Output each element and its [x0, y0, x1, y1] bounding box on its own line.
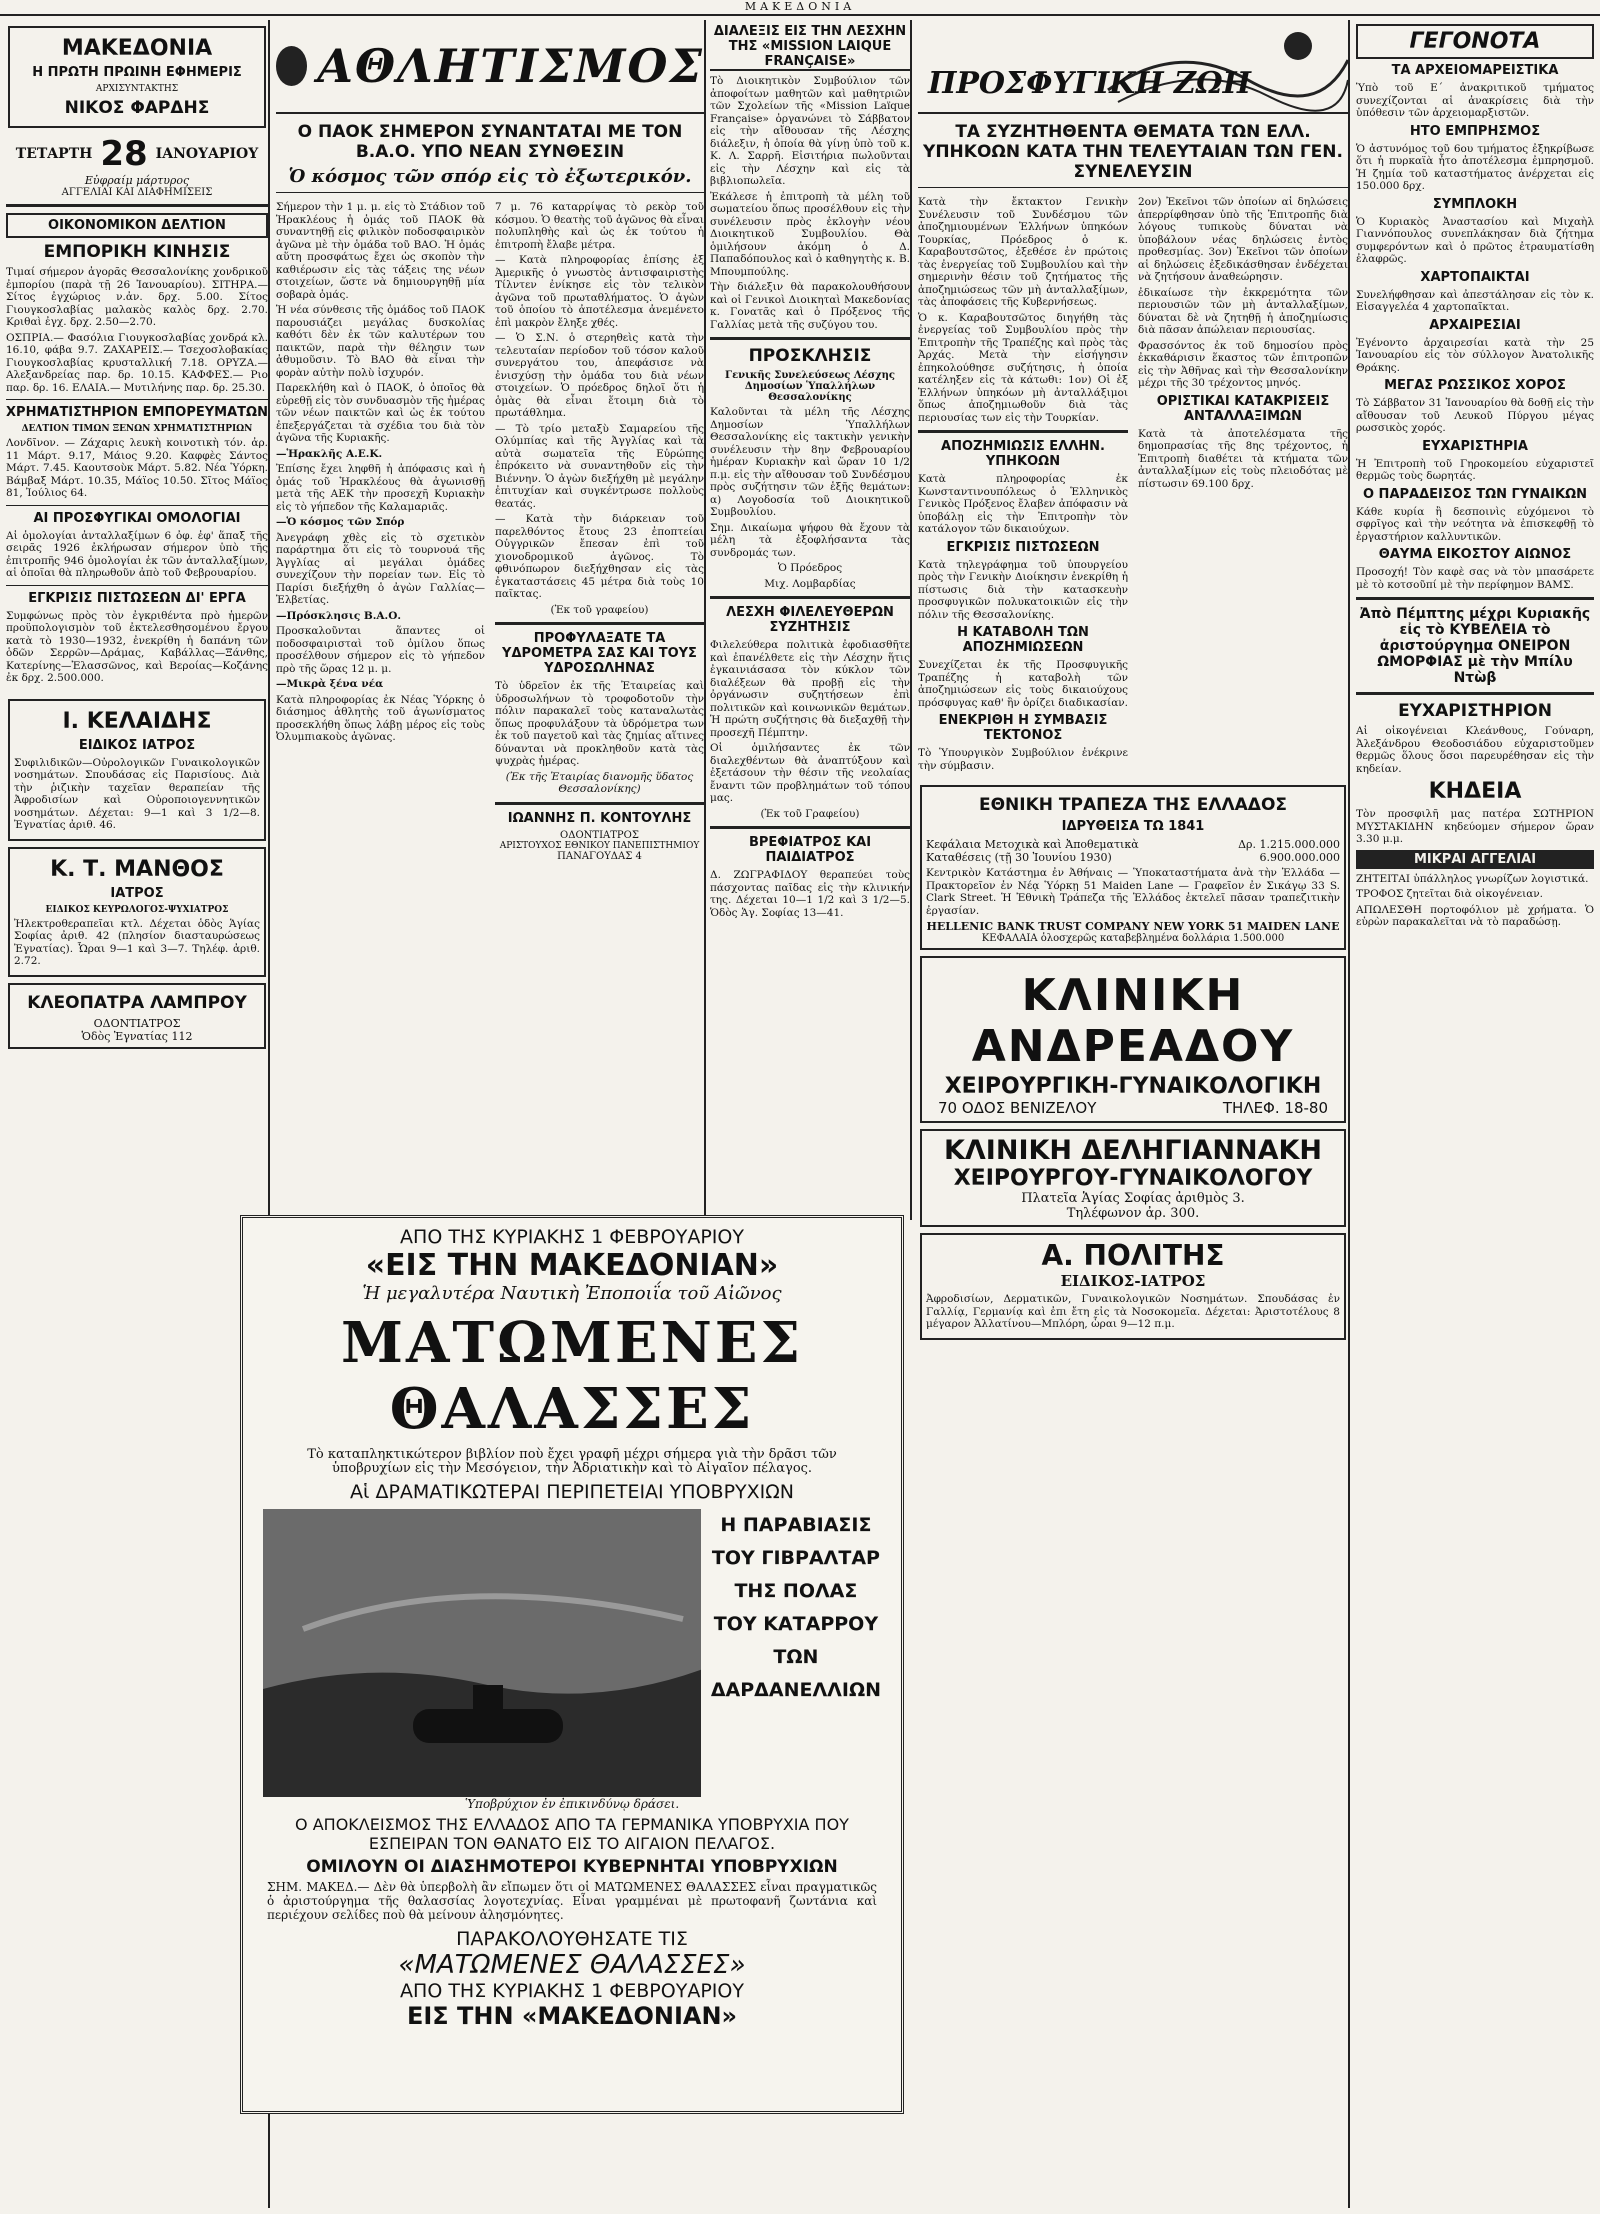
sport-world-head: —Ὁ κόσμος τῶν Σπόρ: [276, 516, 405, 528]
indemnity-payment-headline: Η ΚΑΤΑΒΟΛΗ ΤΩΝ ΑΠΟΖΗΜΙΩΣΕΩΝ: [957, 625, 1089, 655]
sport-text-3: Παρεκλήθη καὶ ὁ ΠΑΟΚ, ὁ ὁποῖος θὰ εὑρεθῇ εἰς τὸν συνδυασμὸν τῆς ἡμέρας τῶν νέων παικτῶν καὶ ὡς ἐκ τούτου ἐπεξεργάζεται τὰ σχέδια του διὰ τὸν ἀγῶνα τῆς Κυριακῆς.: [276, 382, 485, 444]
clinic-deligiannaki-specialty: ΧΕΙΡΟΥΡΓΟΥ-ΓΥΝΑΙΚΟΛΟΓΟΥ: [953, 1166, 1313, 1191]
politis-text: Ἀφροδισίων, Δερματικῶν, Γυναικολογικῶν Νοσημάτων. Σπουδάσας ἐν Γαλλίᾳ, Γερμανίᾳ καὶ ἐπι ἔτη εἰς τὰ Νοσοκομεῖα. Δέχεται: Ἀριστοτέλους 8 μέγαρον Ἀλλατίνου—Μπλόρη, ὧραι 9—12 π.μ.: [926, 1293, 1340, 1330]
submarine-illustration: [263, 1509, 701, 1797]
news-elections-head: ΑΡΧΑΙΡΕΣΙΑΙ: [1429, 317, 1521, 333]
bank-founded: ΙΔΡΥΘΕΙΣΑ ΤΩ 1841: [1061, 819, 1205, 834]
bank-deposits-row: [926, 851, 1340, 864]
news-gamblers-text: Συνελήφθησαν καὶ ἀπεστάλησαν εἰς τὸν κ. Εἰσαγγελέα 4 χαρτοπαῖκται.: [1356, 288, 1594, 313]
funeral-headline: ΚΗΔΕΙΑ: [1428, 779, 1522, 804]
bank-deposits-value: 6.900.000.000: [1259, 851, 1340, 864]
bank-title: ΕΘΝΙΚΗ ΤΡΑΠΕΖΑ ΤΗΣ ΕΛΛΑΔΟΣ: [978, 795, 1288, 815]
bank-capital-ny: ΚΕΦΑΛΑΙΑ ὁλοσχερῶς καταβεβλημένα δολλάρια 1.500.000: [981, 933, 1285, 944]
sport-banner-title: ΑΘΛΗΤΙΣΜΟΣ: [317, 39, 704, 93]
econ-header: ΟΙΚΟΝΟΜΙΚΟΝ ΔΕΛΤΙΟΝ: [6, 213, 268, 238]
news-miracle-head: ΘΑΥΜΑ ΕΙΚΟΣΤΟΥ ΑΙΩΝΟΣ: [1378, 547, 1572, 562]
ad-from-date-repeat: ΑΠΟ ΤΗΣ ΚΥΡΙΑΚΗΣ 1 ΦΕΒΡΟΥΑΡΙΟΥ: [400, 1980, 744, 2002]
left-column: [6, 20, 270, 2208]
ad-manthos-specialty: ΕΙΔΙΚΟΣ ΚΕΥΡΩΛΟΓΟΣ-ΨΥΧΙΑΤΡΟΣ: [45, 904, 229, 915]
lecture-headline: ΔΙΑΛΕΞΙΣ ΕΙΣ ΤΗΝ ΛΕΣΧΗΝ ΤΗΣ «MISSION LAIQUE FRANÇAISE»: [710, 24, 910, 71]
cinema-ad: Ἀπὸ Πέμπτης μέχρι Κυριακῆς εἰς τὸ ΚΥΒΕΛΕΙΑ τὸ ἀριστούργημα ΟΝΕΙΡΟΝ ΩΜΟΡΦΙΑΣ μὲ τὴν Μπίλυ Ντὼβ: [1359, 606, 1591, 686]
news-miracle-text: Προσοχή! Τὸν καφὲ σας νὰ τὸν μπασάρετε μὲ τὸ κοτσοῦπί μὲ τὴν περίφημον ΒΑΜΣ.: [1356, 566, 1594, 591]
news-header: ΓΕΓΟΝΟΤΑ: [1356, 24, 1594, 59]
ad-lamprou: [8, 983, 266, 1049]
ad-follow: ΠΑΡΑΚΟΛΟΥΘΗΣΑΤΕ ΤΙΣ: [456, 1928, 688, 1950]
lecture-text-3: Τὴν διάλεξιν θὰ παρακολουθήσουν καὶ οἱ Γενικοὶ Διοικηταὶ Μακεδονίας κ. Γονατᾶς καὶ ὁ Πρόξενος τῆς Γαλλίας μετὰ τῆς συζύγου του.: [710, 281, 910, 331]
classified-3: ΑΠΩΛΕΣΘΗ πορτοφόλιον μὲ χρήματα. Ὁ εὑρὼν παρακαλεῖται νὰ τὸ παραδώσῃ.: [1356, 903, 1594, 928]
ad-lamprou-address: Ὁδὸς Ἐγνατίας 112: [81, 1029, 193, 1043]
bonds-header: ΑΙ ΠΡΟΣΦΥΓΙΚΑΙ ΟΜΟΛΟΓΙΑΙ: [33, 510, 241, 526]
sport-col2-text-1: 7 μ. 76 καταρρίψας τὸ ρεκὸρ τοῦ κόσμου. Ὁ θεατὴς τοῦ ἀγῶνος θὰ εἶναι πολυπληθὴς καὶ ὡς ἐκ τούτου ἡ ἐπιτροπὴ ἔλαβε μέτρα.: [495, 201, 704, 251]
ad-kelaidis-title: ΕΙΔΙΚΟΣ ΙΑΤΡΟΣ: [78, 737, 196, 753]
ad-in-paper: «ΕΙΣ ΤΗΝ ΜΑΚΕΔΟΝΙΑΝ»: [365, 1248, 779, 1283]
ad-andreadou-clinic: [920, 956, 1346, 1123]
paper-title: ΜΑΚΕΔΟΝΙΑ: [61, 36, 213, 61]
classified-2: ΤΡΟΦΟΣ ζητεῖται διὰ οἰκογένειαν.: [1356, 888, 1544, 900]
fx-header: ΧΡΗΜΑΤΙΣΤΗΡΙΟΝ ΕΜΠΟΡΕΥΜΑΤΩΝ: [6, 405, 268, 420]
ad-manthos-title: ΙΑΤΡΟΣ: [110, 885, 164, 901]
market-header: ΕΜΠΟΡΙΚΗ ΚΙΝΗΣΙΣ: [43, 242, 231, 262]
thanks-text: Αἱ οἰκογένειαι Κλεάνθους, Γούναρη, Ἀλεξάνδρου Θεοδοσιάδου εὐχαριστοῦμεν θερμῶς ὅλους ὅσοι παρευρέθησαν εἰς τὴν κηδείαν.: [1356, 725, 1594, 775]
news-brawl-head: ΣΥΜΠΛΟΚΗ: [1432, 196, 1518, 212]
lecture-text-1: Τὸ Διοικητικὸν Συμβούλιον τῶν ἀποφοίτων μαθητῶν καὶ μαθητριῶν τῶν Σχολείων τῆς «Mission Laïque Française» ὀργανώνει τὸ Σάββατον εἰς τὴν αἴθουσαν τῆς Λέσχης διάλεξιν, ἡ ὁποία θὰ γίνῃ ὑπὸ τοῦ κ. Κ. Λ. Σαρρῆ. Εἰσιτήρια πωλοῦνται εἰς τὴν Λέσχην καὶ εἰς τὰ βιβλιοπωλεῖα.: [710, 75, 910, 187]
ad-title: ΜΑΤΩΜΕΝΕΣ ΘΑΛΑΣΣΕΣ: [340, 1310, 804, 1442]
bank-ny: HELLENIC BANK TRUST COMPANY NEW YORK 51 MAIDEN LANE: [926, 920, 1340, 933]
ad-kontoulis-credential: ΑΡΙΣΤΟΥΧΟΣ ΕΘΝΙΚΟΥ ΠΑΝΕΠΙΣΤΗΜΙΟΥ: [499, 840, 700, 851]
refugee-banner-title: ΠΡΟΣΦΥΓΙΚΗ ΖΩΗ: [928, 66, 1251, 101]
ad-body: ΣΗΜ. ΜΑΚΕΔ.— Δὲν θὰ ὑπερβολὴ ἂν εἴπωμεν ὅτι οἱ ΜΑΤΩΜΕΝΕΣ ΘΑΛΑΣΣΕΣ εἶναι πραγματικῶς ὁ ἀριστούργημα τῆς θαλασσίας λογοτεχνίας. Εἶναι γραμμέναι μὲ πρωτοφανῆ ζωντάνια καὶ περιέχουν σελίδες ποὺ θὰ μείνουν ἀλησμόνητες.: [267, 1880, 877, 1922]
contract-headline: ΕΝΕΚΡΙΘΗ Η ΣΥΜΒΑΣΙΣ ΤΕΚΤΟΝΟΣ: [938, 713, 1108, 743]
issue-date: [6, 134, 268, 174]
ad-tagline: Ἡ μεγαλυτέρα Ναυτικὴ Ἐποποιΐα τοῦ Αἰῶνος: [362, 1283, 782, 1304]
clinic-deligiannaki-phone: Τηλέφωνον ἀρ. 300.: [1066, 1206, 1200, 1221]
ad-manthos-text: Ἠλεκτροθεραπεῖαι κτλ. Δέχεται ὁδὸς Ἁγίας Σοφίας ἀριθ. 42 (πλησίον διασταυρώσεως Ἐγνατίας). Ὧραι 9—1 καὶ 3—7. Τηλέφ. ἀριθ. 2.72.: [14, 917, 260, 967]
indemnity-text: Κατὰ πληροφορίας ἐκ Κωνσταντινουπόλεως ὁ Ἑλληνικὸς Γενικὸς Πρόξενος ἔλαβεν ἀπόφασιν νὰ ὑποβάλῃ εἰς τὴν Ἐπιτροπὴν τὸν κατάλογον τῶν δικαιούχων.: [918, 473, 1128, 535]
sport-source: (Ἐκ τοῦ γραφείου): [550, 603, 649, 616]
ad-kontoulis-address: ΠΑΝΑΓΟΥΔΑΣ 4: [557, 850, 642, 862]
fx-text: Λονδῖνον. — Ζάχαρις λευκὴ κοινοτικὴ τόν. ἀρ. 11 Μάρτ. 9.17, Μάιος 9.20. Καφφὲς Σάντος Μάρτ. 7.45. Καουτσοὺκ Μάρτ. 5.82. Νέα Ὑόρκη. Βάμβαξ Μάρτ. 10.35, Μάϊος 10.50. Σῖτος Μάϊος 81, Ἰούλιος 64.: [6, 437, 268, 499]
football-icon: [276, 46, 307, 86]
sport-text-4: Ἐπίσης ἔχει ληφθῆ ἡ ἀπόφασις καὶ ἡ ὁμάς τοῦ Ἡρακλέους θὰ ἀγωνισθῇ μετὰ τῆς ΑΕΚ τὴν προσεχῆ Κυριακὴν εἰς τὸ γήπεδον τῆς Καλαμαριᾶς.: [276, 463, 485, 513]
ad-line-2: ΟΜΙΛΟΥΝ ΟΙ ΔΙΑΣΗΜΟΤΕΡΟΙ ΚΥΒΕΡΝΗΤΑΙ ΥΠΟΒΡΥΧΙΩΝ: [306, 1857, 838, 1877]
news-thanks-head: ΕΥΧΑΡΙΣΤΗΡΙΑ: [1422, 438, 1528, 454]
ad-manthos: [8, 847, 266, 977]
refugee-right-text-1: ἐδικαίωσε τὴν ἐκκρεμότητα τῶν περιουσιῶν τῶν μὴ ἀνταλλαξίμων, δύναται δὲ νὰ ζητηθῇ ἡ ἀποζημίωσις διὰ πᾶσαν ἀπώλειαν περιουσίας.: [1138, 286, 1348, 336]
credit-approval-text: Κατὰ τηλεγράφημα τοῦ ὑπουργείου πρὸς τὴν Γενικὴν Διοίκησιν ἐνεκρίθη ἡ πίστωσις διὰ τὴν κατασκευὴν προσφυγικῶν πολυκατοικιῶν εἰς τὴν πόλιν τῆς Θεσσαλονίκης.: [918, 558, 1128, 621]
pediatrician-headline: ΒΡΕΦΙΑΤΡΟΣ ΚΑΙ ΠΑΙΔΙΑΤΡΟΣ: [748, 835, 872, 865]
sport-banner: [276, 20, 704, 114]
refugee-text-2: Ὁ κ. Καραβουτσῶτος διηγήθη τὰς ἐνεργείας τοῦ Συμβουλίου πρὸς τὴν Ἐπιτροπὴν τῆς Τραπέζης καὶ πρὸς τὰς Ἀρχάς. Μετὰ τὴν εἰσήγησιν ἐπηκολούθησε συζήτησις, ἡ ὁποία κατέληξεν εἰς τὰ κάτωθι: 1ον) Οἱ ἐξ Ἑλλήνων ὑπηκόων μὴ ἀνταλλάξιμοι ὅπως ἀποζημιωθοῦν διὰ τὰς περιουσίας των εἰς τὴν Τουρκίαν.: [918, 311, 1128, 424]
refugee-right-text-2: Φρασσόντος ἐκ τοῦ δημοσίου πρὸς ἐκκαθάρισιν ἕκαστος τῶν ἐπιτροπῶν εἰς τὴν Ἀθῆνας καὶ τὴν Θεσσαλονίκην μέχρι τῆς 30 τρέχοντος μηνός.: [1138, 339, 1348, 389]
issue-weekday: ΤΕΤΑΡΤΗ: [15, 146, 93, 162]
sport-aek-head: —Ἡρακλῆς Α.Ε.Κ.: [276, 447, 383, 460]
bank-capital-row: [926, 838, 1340, 851]
masthead: ΜΑΚΕΔΟΝΙΑ: [0, 0, 1600, 16]
liberal-club-source: (Ἐκ τοῦ Γραφείου): [760, 807, 860, 820]
ads-note: ΑΓΓΕΛΙΑΙ ΚΑΙ ΔΙΑΦΗΜΙΣΕΙΣ: [61, 187, 213, 198]
bloody-seas-ad: [240, 1215, 904, 2114]
clinic-andreadou-specialty: ΧΕΙΡΟΥΡΓΙΚΗ-ΓΥΝΑΙΚΟΛΟΓΙΚΗ: [944, 1074, 1322, 1099]
news-paradise-text: Κάθε κυρία ἢ δεσποινὶς εὐχόμενοι τὸ σφρῖγος καὶ τὴν νεότητα νὰ ἐπισκεφθῇ τὸ ἐργαστήριον καλλυντικῶν.: [1356, 505, 1594, 543]
news-arson-text: Ὁ ἀστυνόμος τοῦ 6ου τμήματος ἐξηκρίβωσε ὅτι ἡ πυρκαϊὰ ἦτο ἀποτέλεσμα ἐμπρησμοῦ. Ἡ ζημία τοῦ καταστήματος ἀνέρχεται εἰς 150.000 δρχ.: [1356, 142, 1594, 192]
ad-line-1: Ο ΑΠΟΚΛΕΙΣΜΟΣ ΤΗΣ ΕΛΛΑΔΟΣ ΑΠΟ ΤΑ ΓΕΡΜΑΝΙΚΑ ΥΠΟΒΡΥΧΙΑ ΠΟΥ ΕΣΠΕΙΡΑΝ ΤΟΝ ΘΑΝΑΤΟ ΕΙΣ ΤΟ ΑΙΓΑΙΟΝ ΠΕΛΑΓΟΣ.: [295, 1815, 849, 1853]
final-rulings-text: Κατὰ τὰ ἀποτελέσματα τῆς δημοπρασίας τῆς 8ης τρέχοντος, ἡ Ἐπιτροπὴ διαθέτει τὰ κτήματα τῶν ἀνταλλαξίμων εἰς τοὺς πλειοδότας μὲ πίστωσιν 69.100 δρχ.: [1138, 427, 1348, 490]
sport-headline: Ο ΠΑΟΚ ΣΗΜΕΡΟΝ ΣΥΝΑΝΤΑΤΑΙ ΜΕ ΤΟΝ Β.Α.Ο. ΥΠΟ ΝΕΑΝ ΣΥΝΘΕΣΙΝ: [297, 122, 683, 162]
sport-small-head: —Μικρὰ ξένα νέα: [276, 678, 384, 690]
bank-text: Κεντρικὸν Κατάστημα ἐν Ἀθήναις — Ὑποκαταστήματα ἀνὰ τὴν Ἑλλάδα — Πρακτορεῖον ἐν Νέᾳ Ὑόρκῃ 51 Maiden Lane — Γραφεῖον ἐν Σικάγῳ 33 S. Clark Street. Ἡ Ἐθνικὴ Τράπεζα τῆς Ἑλλάδος ἐκτελεῖ πᾶσαν τραπεζιτικὴν ἐργασίαν.: [926, 867, 1340, 917]
liberal-club-text-1: Φιλελεύθερα πολιτικὰ ἐφοδιασθῆτε καὶ ἐπανέλθετε εἰς τὴν Λέσχην ἥτις ἐγκαινιάσασα τὸν κύκλον τῶν διαλέξεων θὰ προβῇ εἰς τὴν ὀργάνωσιν συζητήσεων ἐπὶ πολιτικῶν καὶ κοινωνικῶν θεμάτων. Ἡ πρώτη συζήτησις θὰ διεξαχθῇ τὴν προσεχῆ Πέμπτην.: [710, 639, 910, 739]
classifieds-header: ΜΙΚΡΑΙ ΑΓΓΕΛΙΑΙ: [1356, 850, 1594, 869]
ad-from-date: ΑΠΟ ΤΗΣ ΚΥΡΙΑΚΗΣ 1 ΦΕΒΡΟΥΑΡΙΟΥ: [400, 1226, 744, 1248]
market-text: Τιμαί σήμερον ἀγορᾶς Θεσσαλονίκης χονδρικοῦ ἐμπορίου (παρὰ τῇ 26 Ἰανουαρίου). ΣΙΤΗΡΑ.— Σίτος ἐγχώριος ν.ἀν. δρχ. 5.00. Σίτος Γιουγκοσλαβίας μαλακὸς καλὸς δρχ. 2.70. Κριθαὶ ἐγχ. δρχ. 2.50—2.70.: [6, 266, 268, 328]
invitation-note: Σημ. Δικαίωμα ψήφου θὰ ἔχουν τὰ μέλη τὰ ἐξοφλήσαντα τὰς συνδρομάς των.: [710, 521, 910, 559]
news-archeio-text: Ὑπὸ τοῦ Ε΄ ἀνακριτικοῦ τμήματος συνεχίζονται αἱ ἀνακρίσεις διὰ τὴν ὑπόθεσιν τῶν ἀρχειομαρξιστῶν.: [1356, 82, 1594, 119]
water-meter-source: (Ἐκ τῆς Ἐταιρίας διανομῆς ὕδατος Θεσσαλονίκης): [505, 770, 694, 795]
thanks-headline: ΕΥΧΑΡΙΣΤΗΡΙΟΝ: [1398, 701, 1552, 721]
politis-title: ΕΙΔΙΚΟΣ-ΙΑΤΡΟΣ: [1060, 1272, 1206, 1290]
clinic-deligiannaki-name: ΚΛΙΝΙΚΗ ΔΕΛΗΓΙΑΝΝΑΚΗ: [943, 1135, 1322, 1166]
submarine-scene-icon: [263, 1509, 701, 1797]
ad-side-list: Η ΠΑΡΑΒΙΑΣΙΣ ΤΟΥ ΓΙΒΡΑΛΤΑΡ ΤΗΣ ΠΟΛΑΣ ΤΟΥ ΚΑΤΑΡΡΟΥ ΤΩΝ ΔΑΡΔΑΝΕΛΛΙΩΝ: [710, 1514, 881, 1701]
liberal-club-headline: ΛΕΣΧΗ ΦΙΛΕΛΕΥΘΕΡΩΝ ΣΥΖΗΤΗΣΙΣ: [726, 605, 894, 635]
ad-lamprou-name: ΚΛΕΟΠΑΤΡΑ ΛΑΜΠΡΟΥ: [27, 992, 247, 1013]
sport-text-1: Σήμερον τὴν 1 μ. μ. εἰς τὸ Στάδιον τοῦ Ἡρακλέους ἡ ὁμάς τοῦ ΠΑΟΚ θὰ συναντηθῇ εἰς φιλικὸν ποδοσφαιρικὸν ἀγῶνα μὲ τὴν ὁμάδα τοῦ ΒΑΟ. Ἡ ὁμάς αὕτη προσφάτως ἔχει ὡς σκοπὸν τὴν καθιέρωσιν εἰς τὰς τάξεις της νέων στοιχείων, ὥστε νὰ δημιουργηθῇ μία σοβαρὰ ὁμάς.: [276, 201, 485, 301]
credit-approval-headline: ΕΓΚΡΙΣΙΣ ΠΙΣΤΩΣΕΩΝ: [946, 539, 1100, 555]
ad-description: Τὸ καταπληκτικώτερον βιβλίον ποὺ ἔχει γραφῆ μέχρι σήμερα γιὰ τὴν δρᾶσι τῶν ὑποβρυχίων εἰς τὴν Μεσόγειον, τὴν Ἀδριατικὴν καὶ τὸ Αἰγαῖον πέλαγος.: [307, 1447, 837, 1476]
refugee-section: [918, 20, 1350, 2208]
sport-col2-text-3: — Ὁ Σ.Ν. ὁ στερηθεὶς κατὰ τὴν τελευταίαν περίοδον τοῦ τόσον καλοῦ συνεργάτου του, ἀπεφάσισε νὰ ἐνισχύσῃ τὴν ὁμάδα του διὰ νέων στοιχείων. Ὁ πρόεδρος δηλοῖ ὅτι ἡ ὁμὰς θὰ εἶναι ἕτοιμη διὰ τὸ πρωτάθλημα.: [495, 332, 704, 419]
news-dance-text: Τὸ Σάββατον 31 Ἰανουαρίου θὰ δοθῇ εἰς τὴν αἴθουσαν τοῦ Λευκοῦ Πύργου μέγας ρωσσικὸς χορός.: [1356, 397, 1594, 434]
saint-of-day: Εὐφραίμ μάρτυρος: [84, 174, 190, 187]
news-paradise-head: Ο ΠΑΡΑΔΕΙΣΟΣ ΤΩΝ ΓΥΝΑΙΚΩΝ: [1362, 486, 1588, 502]
news-brawl-text: Ὁ Κυριακὸς Ἀναστασίου καὶ Μιχαὴλ Γιαννόπουλος συνεπλάκησαν διὰ ζήτημα συμφερόντων καὶ ὁ πρῶτος ἐτραυματίσθη ἐλαφρῶς.: [1356, 215, 1594, 265]
contract-text: Τὸ Ὑπουργικὸν Συμβούλιον ἐνέκρινε τὴν σύμβασιν.: [918, 747, 1128, 772]
clinic-andreadou-address: 70 ΟΔΟΣ ΒΕΝΙΖΕΛΟΥ: [938, 1099, 1097, 1117]
sport-section: [276, 20, 706, 1220]
news-archeio-head: ΤΑ ΑΡΧΕΙΟΜΑΡΕΙΣΤΙΚΑ: [1391, 63, 1559, 78]
sport-text-6: Προσκαλοῦνται ἅπαντες οἱ ποδοσφαιρισταὶ τοῦ ὁμίλου ὅπως προσέλθουν σήμερον εἰς τὸ γήπεδον πρὸ τῆς ὥρας 12 μ. μ.: [276, 625, 485, 675]
issue-day: 28: [100, 134, 148, 174]
water-meter-text: Τὸ ὑδρεῖον ἐκ τῆς Ἐταιρείας καὶ ὑδροσωλήνων τὸ τροφοδοτοῦν τὴν πόλιν παρακαλεῖ τοὺς καταναλωτὰς ὅπως προφυλάξουν τὰ ὑδρόμετρα των ἐκ τοῦ παγετοῦ καὶ τὰς ζημίας αἵτινες δύνανται νὰ προκληθοῦν κατὰ τὰς ψυχρὰς ἡμέρας.: [495, 680, 704, 767]
sport-col2-text-5: — Κατὰ τὴν διάρκειαν τοῦ παρελθόντος ἔτους 23 ἐποπτείαι Οὐγγρικῶν ἔπεσαν ἐπὶ τοῦ χιονοδρομικοῦ ἀγῶνος. Τὸ φθινόπωρον διεξήχθησαν εἰς τὰς ἐγκαταστάσεις 45 μέτρα διὰ τοὺς 10 παῖκτας.: [495, 513, 704, 600]
issue-month: ΙΑΝΟΥΑΡΙΟΥ: [155, 146, 259, 162]
clinic-andreadou-name: ΚΛΙΝΙΚΗ ΑΝΔΡΕΑΔΟΥ: [971, 970, 1295, 1072]
bank-deposits-label: Καταθέσεις (τῇ 30 Ἰουνίου 1930): [926, 851, 1112, 864]
ad-lamprou-title: ΟΔΟΝΤΙΑΤΡΟΣ: [93, 1016, 181, 1030]
ad-national-bank: [920, 785, 1346, 950]
ad-kontoulis-title: ΟΔΟΝΤΙΑΤΡΟΣ: [560, 829, 639, 841]
sport-col2-text-4: — Τὸ τρίο μεταξὺ Σαμαρείου τῆς Ολύμπίας καὶ τῆς Ἀγγλίας καὶ τὰ αὐτὰ σωματεῖα τῆς Εὐρώπης ἐπρόκειτο νὰ συναντηθοῦν εἰς τὴν Βιέννην. Ὁ ἀγὼν διεξήχθη μὲ μεγάλην ἐπιτυχίαν καὶ συγκέντρωσε πολλοὺς θεατάς.: [495, 422, 704, 510]
refugee-text-3: 2ον) Ἐκεῖνοι τῶν ὁποίων αἱ δηλώσεις ἀπερρίφθησαν ὑπὸ τῆς Ἐπιτροπῆς διὰ λόγους τυπικοὺς δύναται νὰ ὑποβάλουν νέας δηλώσεις ἐντὸς προθεσμίας. 3ον) Ἐκεῖνοι τῶν ὁποίων αἱ δηλώσεις ἐξεδικάσθησαν ἐνδέχεται νὰ ζητήσουν ἀναθεώρησιν.: [1138, 196, 1348, 283]
classified-1: ΖΗΤΕΙΤΑΙ ὑπάλληλος γνωρίζων λογιστικά.: [1356, 872, 1589, 885]
nameplate: [8, 26, 266, 128]
invitation-headline: ΠΡΟΣΚΛΗΣΙΣ: [748, 346, 872, 366]
clinic-andreadou-phone: ΤΗΛΕΦ. 18-80: [1222, 1099, 1328, 1117]
news-thanks-text: Ἡ Ἐπιτροπὴ τοῦ Γηροκομείου εὐχαριστεῖ θερμῶς τοὺς δωρητάς.: [1356, 457, 1594, 482]
invitation-sign-title: Ὁ Πρόεδρος: [777, 562, 843, 574]
ad-kelaidis-name: Ι. ΚΕΛΑΙΔΗΣ: [62, 708, 212, 734]
refugee-text-1: Κατὰ τὴν ἔκτακτον Γενικὴν Συνέλευσιν τοῦ Συνδέσμου τῶν ἀποζημιουμένων Ἑλλήνων ὑπηκόων Τουρκίας, Πρόεδρος ὁ κ. Καραβουτσῶτος, ἐξεθέσε ἐν πρώτοις τὰς ἐνεργείας τοῦ Συμβουλίου καὶ τὴν σημερινὴν θέσιν τοῦ ζητήματος τῆς ἀποζημιώσεως τῶν μὴ ἀνταλλαξίμων, τὰς ἀποφάσεις τῆς Κυβερνήσεως.: [918, 196, 1128, 308]
news-elections-text: Ἐγένοντο ἀρχαιρεσίαι κατὰ τὴν 25 Ἰανουαρίου εἰς τὸν σύλλογον Ἀνατολικῆς Θράκης.: [1356, 336, 1594, 374]
politis-name: Α. ΠΟΛΙΤΗΣ: [1041, 1239, 1225, 1272]
sport-col2-text-2: — Κατὰ πληροφορίας ἐπίσης ἐξ Ἀμερικῆς ὁ γνωστὸς ἀντισφαιριστὴς Τίλντεν ἐνίκησε εἰς τὸν τελικὸν ἀγῶνα τοῦ πρωταθλήματος. Ὁ ἀγὼν τοῦ ὁποίου τὸ ἀποτέλεσμα ἀνεμένετο ἐπὶ μακρὸν ἔληξε χθές.: [495, 254, 704, 329]
water-meter-headline: ΠΡΟΦΥΛΑΞΑΤΕ ΤΑ ΥΔΡΟΜΕΤΡΑ ΣΑΣ ΚΑΙ ΤΟΥΣ ΥΔΡΟΣΩΛΗΝΑΣ: [502, 631, 697, 676]
news-dance-head: ΜΕΓΑΣ ΡΩΣΣΙΚΟΣ ΧΟΡΟΣ: [1384, 378, 1566, 393]
sport-columns: [276, 198, 704, 862]
ad-illustration: [243, 1509, 901, 1797]
market-text-2: ΟΣΠΡΙΑ.— Φασόλια Γιουγκοσλαβίας χονδρά κλ. 16.10, φάβα 9.7. ΖΑΧΑΡΕΙΣ.— Τσεχοσλοβακίας Γιουγκοσλαβίας κρυσταλλική 7.18. ΟΡΥΖΑ.— Αλεξανδρείας παρ. δρ. 10.15. ΚΑΦΦΕΣ.— Ριο παρ. δρ. 16. ΕΛΑΙΑ.— Μυτιλήνης παρ. δρ. 25.30.: [6, 331, 268, 394]
funeral-text: Τὸν προσφιλῆ μας πατέρα ΣΩΤΗΡΙΟΝ ΜΥΣΤΑΚΙΔΗΝ κηδεύομεν σήμερον ὥραν 3.30 μ.μ.: [1356, 808, 1594, 845]
sport-invite-head: —Πρόσκλησις Β.Α.Ο.: [276, 609, 402, 622]
ad-title-repeat: «ΜΑΤΩΜΕΝΕΣ ΘΑΛΑΣΣΕΣ»: [398, 1950, 746, 1980]
ad-deligiannaki-clinic: [920, 1129, 1346, 1227]
invitation-sign-name: Μιχ. Λομβαρδίας: [764, 577, 856, 590]
ad-kelaidis-text: Συφιλιδικῶν—Οὐρολογικῶν Γυναικολογικῶν νοσημάτων. Σπουδάσας εἰς Παρισίους. Διὰ τὴν ῥιζικὴν ταχεῖαν θεραπείαν τῆς Ἀφροδισίων καὶ Οὐροποιογεννητικῶν νοσημάτων. Δέχεται: 9—1 καὶ 3 1/2—8. Ἐγνατίας ἀριθ. 46.: [14, 756, 260, 831]
pediatrician-text: Δ. ΖΩΓΡΑΦΙΔΟΥ θεραπεύει τοὺς πάσχοντας παῖδας εἰς τὴν κλινικήν της. Δέχεται 10—1 1/2 καὶ 3 1/2—5. Ὁδὸς Ἁγ. Σοφίας 13—41.: [710, 869, 910, 919]
ad-kontoulis-name: ΙΩΑΝΝΗΣ Π. ΚΟΝΤΟΥΛΗΣ: [507, 810, 692, 826]
bonds-text: Αἱ ὁμολογίαι ἀνταλλαξίμων 6 ὀφ. ἐφ' ἅπαξ τῆς σειρᾶς 1926 ἐκλήρωσαν σήμερον ὑπὸ τῆς ἐπιτροπῆς 946 ὁμολογίαι ἐκ τῶν ἀνταλλαξίμων, αἱ ὁποῖαι θὰ πληρωθοῦν ἀπὸ τοῦ Φεβρουαρίου.: [6, 529, 268, 579]
middle-column: [710, 20, 912, 1220]
bank-capital-label: Κεφάλαια Μετοχικὰ καὶ Ἀποθεματικὰ: [926, 838, 1139, 851]
ad-manthos-name: Κ. Τ. ΜΑΝΘΟΣ: [50, 856, 224, 882]
sport-text-2: Ἡ νέα σύνθεσις τῆς ὁμάδος τοῦ ΠΑΟΚ παρουσιάζει μεγάλας δυσκολίας καθότι δὲν ἐκ τῶν καλυτέρων του παικτῶν, παρὰ τὴν θέλησιν των ἀθυμοῦσιν. Τὸ ΒΑΟ θὰ εἶναι τὴν φορὰν αὐτὴν πολὺ ἰσχυρόν.: [276, 304, 485, 379]
credit-text: Συμφώνως πρὸς τὸν ἐγκριθέντα πρὸ ἡμερῶν προϋπολογισμὸν τοῦ ἐκτελεσθησομένου ἔργου κατὰ τὸ 1930—1932, ἐνεκρίθη ἡ δαπάνη τῶν ὁδῶν Σερρῶν—Δράμας, Καβάλλας—Ξάνθης, Κατερίνης—Ἐλασσῶνος, καὶ Βεροίας—Κοζάνης ἐκ δρχ. 2.500.000.: [6, 609, 268, 684]
ad-dramatic: Αἱ ΔΡΑΜΑΤΙΚΩΤΕΡΑΙ ΠΕΡΙΠΕΤΕΙΑΙ ΥΠΟΒΡΥΧΙΩΝ: [349, 1481, 794, 1503]
ad-caption: Ὑποβρύχιον ἐν ἐπικινδύνῳ δράσει.: [464, 1797, 680, 1811]
liberal-club-text-2: Οἱ ὁμιλήσαντες ἐκ τῶν διαλεχθέντων θὰ ἀναπτύξουν καὶ ἐξετάσουν τὴν θέσιν τῆς νεολαίας ἔναντι τῶν προβλημάτων τοῦ τόπου μας.: [710, 742, 910, 804]
bank-capital-value: Δρ. 1.215.000.000: [1238, 838, 1340, 851]
editor-label: ΑΡΧΙΣΥΝΤΑΚΤΗΣ: [95, 84, 179, 94]
ad-kelaidis: [8, 699, 266, 841]
credit-header: ΕΓΚΡΙΣΙΣ ΠΙΣΤΩΣΕΩΝ ΔΙ' ΕΡΓΑ: [28, 590, 246, 606]
sport-text-7: Κατὰ πληροφορίας ἐκ Νέας Ὑόρκης ὁ διάσημος ἀθλητὴς τοῦ ἀγωνίσματος προσεκλήθη ὅπως λάβῃ μέρος εἰς τοὺς Ὀλυμπιακοὺς ἀγῶνας.: [276, 693, 485, 743]
refugee-headline: ΤΑ ΣΥΖΗΤΗΘΕΝΤΑ ΘΕΜΑΤΑ ΤΩΝ ΕΛΛ. ΥΠΗΚΟΩΝ ΚΑΤΑ ΤΗΝ ΤΕΛΕΥΤΑΙΑΝ ΤΩΝ ΓΕΝ. ΣΥΝΕΛΕΥΣΙΝ: [923, 122, 1343, 182]
final-rulings-headline: ΟΡΙΣΤΙΚΑΙ ΚΑΤΑΚΡΙΣΕΙΣ ΑΝΤΑΛΛΑΞΙΜΩΝ: [1156, 393, 1330, 424]
indemnity-headline: ΑΠΟΖΗΜΙΩΣΙΣ ΕΛΛΗΝ. ΥΠΗΚΟΩΝ: [941, 439, 1105, 469]
invitation-text: Καλοῦνται τὰ μέλη τῆς Λέσχης Δημοσίων Ὑπαλλήλων Θεσσαλονίκης εἰς τακτικὴν γενικὴν συνέλευσιν τὴν 8ην Φεβρουαρίου ἡμέραν Κυριακὴν καὶ ὥραν 10 1/2 π.μ. εἰς τὴν αἴθουσαν τοῦ Συνδέσμου πρὸς συζήτησιν τῶν ἑξῆς θεμάτων: α) Λογοδοσία τοῦ Διοικητικοῦ Συμβουλίου.: [710, 406, 910, 518]
clinic-deligiannaki-address: Πλατεῖα Ἁγίας Σοφίας ἀριθμὸς 3.: [1021, 1191, 1245, 1206]
news-column: [1356, 20, 1594, 2208]
ad-in-paper-repeat: ΕΙΣ ΤΗΝ «ΜΑΚΕΔΟΝΙΑΝ»: [406, 2002, 738, 2030]
news-arson-head: ΗΤΟ ΕΜΠΡΗΣΜΟΣ: [1409, 123, 1541, 139]
refugee-banner: [918, 20, 1348, 114]
fx-subheader: ΔΕΛΤΙΟΝ ΤΙΜΩΝ ΞΕΝΩΝ ΧΡΗΜΑΤΙΣΤΗΡΙΩΝ: [21, 424, 253, 434]
ad-politis: [920, 1233, 1346, 1340]
indemnity-payment-text: Συνεχίζεται ἐκ τῆς Προσφυγικῆς Τραπέζης ἡ καταβολὴ τῶν ἀποζημιώσεων εἰς τοὺς δικαιούχους πρόσφυγας καθ' ἣν ὁρίζει διαδικασίαν.: [918, 659, 1129, 709]
editor-name: ΝΙΚΟΣ ΦΑΡΔΗΣ: [64, 98, 210, 118]
invitation-subhead: Γενικῆς Συνελεύσεως Λέσχης Δημοσίων Ὑπαλλήλων Θεσσαλονίκης: [724, 370, 896, 403]
clinic-andreadou-contact: [926, 1099, 1340, 1117]
sport-subhead: Ὁ κόσμος τῶν σπόρ εἰς τὸ ἐξωτερικόν.: [288, 166, 692, 187]
news-gamblers-head: ΧΑΡΤΟΠΑΙΚΤΑΙ: [1420, 269, 1530, 285]
sport-text-5: Ἀνεγράφη χθὲς εἰς τὸ σχετικὸν παράρτημα ὅτι εἰς τὸ τουρνουά τῆς Ἀγγλίας αἱ μεγάλαι ὁμάδες συνεχίζουν τὴν πορείαν των. Εἰς τὸ Παρίσι διεξήχθη ὁ ἀγὼν Γαλλίας—Ἑλβετίας.: [276, 531, 485, 606]
paper-subtitle: Η ΠΡΩΤΗ ΠΡΩΙΝΗ ΕΦΗΜΕΡΙΣ: [32, 65, 242, 80]
lecture-text-2: Ἐκάλεσε ἡ ἐπιτροπὴ τὰ μέλη τοῦ σωματείου ὅπως προσέλθουν εἰς τὴν συνέλευσιν πρὸς ἐκλογὴν νέου Διοικητικοῦ Συμβουλίου. Θὰ ὁμιλήσουν ἀκόμη ὁ Δ. Παπαδόπουλος καὶ ὁ καθηγητὴς κ. Β. Μπουμπούλης.: [710, 190, 910, 278]
